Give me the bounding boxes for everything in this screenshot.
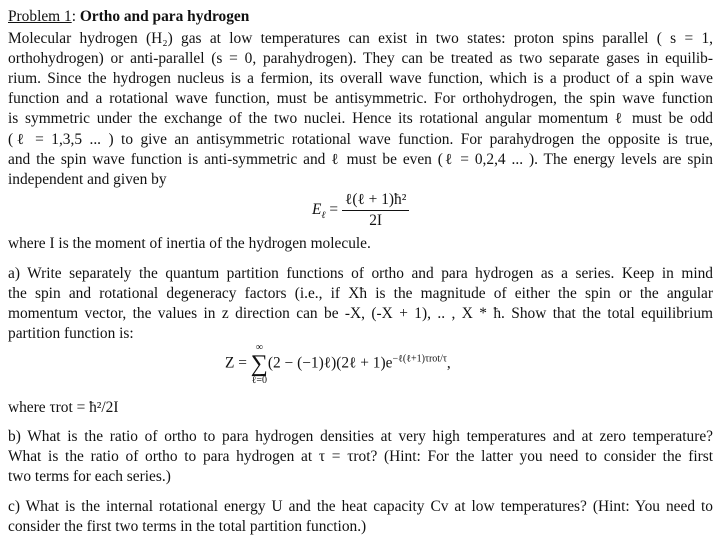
part-a-line-1: a) Write separately the quantum partition functions of ortho and para hydrogen as a series. Keep in mind [8, 265, 713, 282]
energy-subscript: ℓ [321, 210, 326, 222]
intro-line-1: Molecular hydrogen (H₂) gas at low temperatures can exist in two states: proton spins parallel ( s = 1, [8, 30, 713, 47]
sum-lower-limit: ℓ=0 [251, 375, 268, 386]
energy-denominator: 2I [369, 212, 383, 229]
intro-line-4: function and a rotational wave function, must be antisymmetric. For orthohydrogen, the spin wave function [8, 90, 713, 107]
part-c-line-1: c) What is the internal rotational energy U and the heat capacity Cv at low temperatures? (Hint: You need to [8, 498, 713, 515]
intro-line-3: rium. Since the hydrogen nucleus is a fermion, its overall wave function, which is a product of a spin wave [8, 70, 713, 87]
partition-lhs: Z = [225, 354, 251, 372]
partition-trailing-comma: , [446, 354, 451, 372]
inertia-note: where I is the moment of inertia of the hydrogen molecule. [8, 235, 371, 252]
problem-title: Ortho and para hydrogen [79, 8, 250, 25]
trot-definition: where τrot = ħ²/2I [8, 399, 119, 416]
part-a-line-2: the spin and rotational degeneracy factors (i.e., if Xħ is the magnitude of either the spin or the angular [8, 285, 713, 302]
energy-fraction [342, 190, 409, 231]
intro-line-2: orthohydrogen) or anti-parallel (s = 0, parahydrogen). They can be treated as two separate gases in equilib- [8, 50, 713, 67]
partition-function-equation [225, 342, 451, 386]
intro-line-5: is symmetric under the exchange of the two nuclei. Hence its rotational angular momentum ℓ must be odd [8, 110, 713, 127]
problem-heading-separator: : [71, 8, 80, 25]
intro-line-6: (ℓ = 1,3,5 ... ) to give an antisymmetric rotational wave function. For parahydrogen the opposite is true, [8, 131, 713, 148]
energy-numerator: ℓ(ℓ + 1)ħ² [342, 190, 409, 211]
part-b-line-1: b) What is the ratio of ortho to para hydrogen densities at very high temperatures and at zero temperature? [8, 428, 713, 445]
summation-operator [251, 342, 268, 386]
problem-heading [8, 7, 713, 27]
sum-sigma: ∑ [250, 351, 268, 377]
partition-exponent: −ℓ(ℓ+1)τrot/τ [392, 353, 447, 365]
partition-body: (2 − (−1)ℓ)(2ℓ + 1)e [267, 354, 393, 372]
sum-upper-limit: ∞ [255, 342, 263, 353]
part-a-line-3: momentum vector, the values in z direction can be -X, (-X + 1), .. , X * ħ. Show that the total equilibrium [8, 305, 713, 322]
part-b-line-3: two terms for each series.) [8, 468, 171, 485]
problem-label: Problem 1 [8, 8, 72, 25]
energy-level-equation [312, 190, 409, 231]
part-b-line-2: What is the ratio of ortho to para hydrogen at τ = τrot? (Hint: For the latter you need to consider the first [8, 448, 713, 465]
energy-equals-sign: = [325, 201, 342, 219]
part-a-line-4: partition function is: [8, 325, 134, 342]
intro-line-8: independent and given by [8, 171, 167, 188]
intro-line-7: and the spin wave function is anti-symmetric and ℓ must be even (ℓ = 0,2,4 ... ). The energy levels are spin [8, 151, 713, 168]
energy-symbol: E [312, 201, 322, 219]
part-c-line-2: consider the first two terms in the total partition function.) [8, 518, 367, 535]
